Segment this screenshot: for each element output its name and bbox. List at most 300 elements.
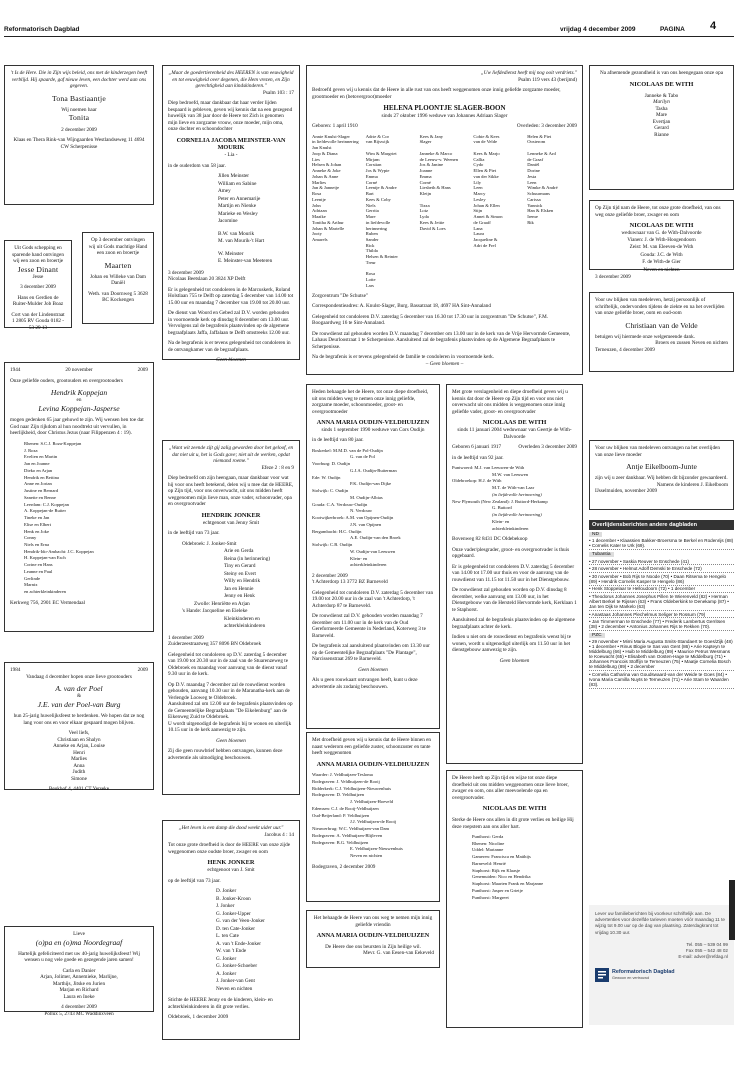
family-line: Kootwijkerbroek: A.M. van Opijnen-Oudijn [312, 515, 394, 521]
family-line: Hendrik-Ido-Ambacht: J.C. Koppejan [24, 548, 94, 554]
family-line: Arie en Gerda [224, 548, 254, 554]
family-line: Oud-Beijerland: P. Veldhuijzen [312, 812, 370, 818]
body-2: Onze vader/plesgrader, groot- en overgrootvader is thuis opgebaard. [452, 546, 570, 560]
anniversary-van-der-poel [4, 662, 154, 793]
year-left: 1984 [10, 667, 21, 673]
text: Uit Gods schepping en sparende hand ontvingen wij een zoon en broertje [12, 245, 64, 264]
family-list [595, 237, 728, 274]
family-line: Marjan en Richard [59, 987, 99, 994]
family-line: Conny [24, 535, 37, 541]
family-line: J. Jonker-van Gent [216, 978, 255, 984]
family-line: Rhenen: S.C.J. Roza-Koppejan [24, 440, 82, 446]
verse: De Heere doe ons beursten in Zijn heilige wil. [325, 943, 421, 950]
age: op de leeftijd van 73 jaar. [168, 877, 221, 884]
family-line: Oldebroek: J. Jonker-Smit [182, 540, 237, 547]
family-line: Simone [71, 775, 87, 782]
signature: Broers en zussen Neven en nichten [655, 340, 728, 347]
family-line: Niels en Erna [24, 541, 50, 547]
family-line: Rhenen: Nicoline [472, 840, 505, 846]
family-line: Anneke en Arjan, Louise [53, 743, 105, 750]
address: Klaas en Thera Rink-van Wijngaarden Westlandseweg 11 4694 CW Scherpenisse [13, 137, 145, 150]
family-line: Kleinkinderen en [224, 615, 260, 622]
overview-item: • Henk Stoppelaar te Helloudoorn (72) • 1 december [589, 586, 734, 594]
family-list [10, 441, 148, 595]
no-flowers: Geen bloemen [499, 657, 530, 664]
body: Met grote verslagenheid en diepe droefheid geven wij u kennis dat door de Heere op Zijn tijd en voor ons niet onverwacht uit ons midden is weggenomen onze innig geliefde vader, groot- en overgrootvader [452, 389, 568, 415]
note: Indien u niet om de rouwdienst en begrafenis wenst bij te wonen, wordt u uitgenodigd uiterlijk om 11.50 uur in het dienstgebouw aanwezig te zijn. [452, 634, 571, 654]
header-rule [4, 36, 734, 37]
no-flowers: Geen bloemen [216, 357, 246, 363]
info-box [589, 905, 734, 1025]
greeting: Veel liefs, [68, 730, 90, 737]
date: 1 december 2009 [168, 634, 204, 641]
family-line: Ede: W. Oudijn [312, 474, 341, 480]
date: 3 december 2009 [168, 269, 204, 276]
amp: & [76, 693, 82, 700]
deceased-name: NICOLAAS DE WITH [629, 222, 694, 229]
overview-title: Overlijdensberichten andere dagbladen [589, 520, 734, 530]
burial: De begrafenis zal aansluitend plaatsvinden om 13.30 uur op de Gemeentelijke Begraafplaats "De Plantage", Narcissenstraat 269 te Barneveld. [312, 643, 430, 663]
sub: sinds 27 oktober 1996 weduwe van Johannes Adriaan Slager [381, 112, 508, 119]
family-line: Bergambacht: H.C. Oudijn [312, 528, 362, 534]
overview-item: • Jan Timmerman te Enschede (77) • Frederik Lambertus Gerritsen (38) • 2 december • Antonius Johannes Rijs te Rekken (70). [589, 618, 734, 631]
age: in de leeftijd van 80 jaar. [312, 437, 364, 444]
other-papers-overview [589, 520, 734, 820]
text: Op 3 december ontvingen wij uit Gods machtige Hand een zoon en broertje [88, 237, 148, 256]
overview-item: • 27 november • Saskia Reuver te Enschede (41) [589, 558, 734, 566]
family-line: Boskerkel: M.M.D. van de Pol-Oudijn [312, 447, 383, 453]
family-line: Stolwijk: C.B. Oudijn [312, 542, 353, 548]
family-line: Gouda: C.A. Verdouw-Oudijn [312, 501, 368, 507]
family-line: Anna [73, 762, 85, 769]
died: Overleden 3 december 2009 [518, 444, 577, 450]
family-line: Barneveld: Henrië [472, 860, 506, 866]
date-mid: 20 november [65, 367, 93, 373]
family-line: D. Jonker [216, 888, 237, 894]
intro: Lieve [73, 931, 85, 937]
family-line: Bodegraven: D. Veldhuijzen [312, 792, 365, 798]
family-list [168, 541, 294, 630]
deceased-name: HELENA PLOONTJE SLAGER-BOON [383, 104, 506, 112]
body: Bedroefd geven wij u kennis dat de Heere in alle rust van ons heeft weggenomen onze innig geliefde zorgzame moeder, grootmoeder en (betovergroot)moeder [312, 87, 561, 100]
sub: echtgenoot van Jenny Smit [202, 519, 260, 526]
family-line: Nieuwerbrug: W.C. Veldhuijzen-van Dam [312, 826, 390, 832]
family-line: Tineke en Jan [24, 515, 50, 521]
body: Het behaagde de Heere van ons weg te nemen mijn innig geliefde vriendin [313, 915, 433, 928]
family-line: Arjan, Jolimer, Annemieke, Marlijne, [40, 974, 118, 981]
body: De Heere heeft op Zijn tijd en wijze tot onze diepe droefheid uit ons midden weggenomen onze lieve broer, zwager en oom, ons aller meevoelende opa en overgrootvader. [452, 775, 569, 801]
family-line: Neven en nichten [216, 985, 253, 992]
family-line: M. van Mourik-'t Hart [218, 238, 265, 244]
name: Christiaan van de Velde [625, 320, 698, 330]
verse-ref: Jacobus 4 : 14 [264, 831, 294, 838]
footer: Als u geen rouwkaart ontvangen heeft, kunt u deze advertentie als zodanig beschouwen. [312, 677, 418, 690]
signature: Mevr. G. van Eesen-van Eekeveld [363, 950, 434, 957]
family-line: Christiaan en Shalyn [57, 736, 101, 743]
family-line: Jacomine [218, 218, 238, 224]
family-line: Marilyn [653, 99, 670, 105]
logo-text: Reformatorisch Dagblad [612, 969, 675, 976]
family-line: A. van 't Ende-Jonker [216, 940, 262, 947]
deceased-name: ANNA MARIA OUDIJN-VELDHUIJZEN [316, 419, 430, 426]
obituary-nicolaas-main [446, 384, 583, 764]
body: Na afnemende gezondheid is van ons heengegaan onze opa [599, 70, 723, 76]
child-name: Jesse Dinant [17, 264, 59, 274]
family-line: Marthijs, Jitske en Jurien [52, 980, 106, 987]
note: Na de begrafenis is er tevens gelegenheid tot condoleren in de ontvangkamer van de begraafplaats. [168, 340, 291, 353]
name-1: Hendrik Koppejan [50, 388, 108, 397]
family-line: Mare [656, 112, 667, 118]
page-number: 4 [710, 20, 717, 32]
family-line: Gerard [654, 125, 669, 131]
family-line: Henri [73, 749, 85, 756]
overview-item: • Cornelia Catharina van Goudswaard-van der Weide te Goes (84) • Ivona Maria Camilla Nuyts te Terneuzen (71) • Arie Stam te Waarden (83). [589, 671, 734, 689]
info-email[interactable]: E-mail: adver@refdag.nl [678, 954, 728, 960]
date: 2 december 2009 [61, 126, 97, 133]
service: Er is gelegenheid tot condoleren D.V. zaterdag 5 december van 14.00 tot 17.00 uur thuis en voor de aanvang van de rouwdienst van 11.15 tot 11.50 uur in het Dienstgebouw. [452, 563, 575, 583]
date: Terneuzen, 4 december 2009 [595, 346, 655, 353]
overview-item: • Theodorus Johannes Josephus Pillen te Wierenveld (82) • Herman Albert Berkel te Rijssen (63) • Frans Oldeberkink te Denekamp (87) • Jan ten Dijk te Markelo (63) [589, 593, 734, 611]
thanks: zijn wij u zeer dankbaar. Wij hebben dit bijzonder gewaardeerd. [595, 475, 728, 482]
body: Voor uw blijken van medeleven, hetzij persoonlijk of schriftelijk, ondervonden tijdens de ziekte en na het overlijden van onze geliefde broer, oom en oud-oom [595, 297, 725, 316]
family-line: Zwolle: Henriëtte en Arjan [194, 600, 250, 607]
family-line: Janneke & Tabo [644, 92, 679, 99]
family-col: Helen & Piet Oosterom Lenneke & Ard de Graaf Daniël Dorine Jesta Leen Wimke & André Schuurmans Carissa Yannick Han & Elsken Ireme Rik [527, 133, 558, 225]
thanks: betuigen wij hiermede onze welgemeende dank. [595, 333, 695, 340]
deceased-name: ANNA MARIA OUDIJN-VELDHUIJZEN [316, 760, 430, 768]
burial: Aansluitend zal de begrafenis plaatsvinden op de algemene begraafplaats achter de kerk. [452, 617, 575, 630]
family-line: W. Meinster [218, 250, 244, 257]
address: 't Achterdorp 13 3772 BZ Barneveld [312, 579, 388, 586]
family-line: Martijn en Nienke [218, 203, 257, 209]
body: hun 25-jarig huwelijksfeest te herdenken. We hopen dat ze nog lang voor ons en voor elkaar gespaard mogen blijven. [13, 713, 145, 726]
family-line: 's Hande: Jacqueline en Eieleke [182, 608, 248, 614]
body: Op Zijn tijd nam de Heere, tot onze grote droefheid, van ons weg onze geliefde broer, zwager en oom [595, 205, 721, 218]
family-line [218, 246, 294, 250]
family-line: Corine en Hans [24, 562, 53, 568]
year-right: 2009 [137, 367, 148, 373]
family-line: A.E. Oudijn-van den Broek [350, 535, 401, 541]
family-line: Edemsen: C.J. de Rooij-Veldhuijzen [312, 805, 379, 811]
family-line: Klein- en [492, 518, 510, 524]
family-line: W. van 't Ende [216, 948, 247, 954]
family-line: G. van der Veen-Jonker [216, 918, 265, 924]
family-line: achterkleinkinderen [492, 525, 529, 531]
body: Voor uw blijken van medeleven ontvangen na het overlijden van onze lieve moeder [595, 445, 720, 458]
date: Bodegraven, 2 december 2009 [312, 863, 376, 870]
info-fax: Fax 055 – 542 48 02 [685, 947, 728, 953]
family-line: achterkleinkinderen [224, 623, 266, 629]
obituary-nicolaas-family [446, 770, 583, 1028]
family-line: G.J.A. Oudijn-Buiterman [350, 467, 397, 473]
verse: „Want wit zeende zijt gij zalig geworden door het geloof, en dat niet uit u, het is Gods gave; niet uit de werken, opdat niemand roeme." [168, 445, 294, 464]
verse: „Het leven is een damp die dood weekt uider uur." [178, 825, 284, 831]
family-line: E. Veldhuijzen-Nieuwenhuis [350, 846, 403, 852]
age: in de leeftijd van 73 jaar. [168, 530, 220, 536]
family-line: Neven en nichten [643, 266, 680, 273]
family-line: Henk en Joke [24, 528, 50, 534]
family-line: B.W. van Mourik [218, 230, 255, 237]
family-line: J.J. Veldhuijzen-de Rooij [350, 819, 397, 825]
family-col: Kees & Jany Slager Janneke & Marco de Leeuw-v. Weenen Jos & Janine Joanne Emma Corné Liesbeth & Hans Kleijn Tizza Lotz Lyda Kees & Jettie David & Loes [419, 133, 458, 231]
funeral: De rouwdienst zal gehouden worden op D.V. dinsdag 8 december, welke aanvang om 13.00 uur, in het Dienstgebouw van de Hersteld Hervormde kerk, Kerklaan 1 te Staphorst. [452, 587, 577, 613]
family-line: Stolwijk: C. Oudijn [312, 488, 349, 494]
family-line: Jillen Meinster [218, 173, 249, 179]
family-line: Gouda: J.C. de With [640, 251, 683, 258]
obituary-anna-family [306, 732, 440, 902]
deceased-name: HENK JONKER [207, 859, 255, 866]
birth-notice-tonita [4, 65, 154, 205]
child-name: Tonita [68, 113, 90, 123]
notice-nicolaas-grandchildren [589, 65, 734, 190]
name-2: J.E. van der Poel-van Burg [37, 699, 121, 709]
source-tag: ND [589, 532, 602, 537]
family-line: (in liefdevolle herinnering) [492, 491, 542, 497]
name-1: A. van der Poel [55, 684, 103, 693]
family-line: M.W. van Leeuwen [492, 471, 529, 477]
funeral: De dienst van Woord en Gebed zal D.V. worden gehouden in voornoemde kerk op dinsdag 8 december om 13.00 uur. Vervolgens zal de begrafenis plaatsvinden op de algemene begraafplaats Jaffa, Jaffalaan te Delft omstreeks 12.00 uur. [168, 310, 290, 336]
family-line: Punthorst: Jasper en Grietje [472, 887, 523, 893]
thanks-antje [589, 440, 734, 510]
sub: sinds 11 januari 2004 weduwnaar van Geertje de With-Dalvoorde [457, 427, 572, 440]
parents: Hans en Gerdien de Ruiter-Mulder Job Boaz [12, 294, 64, 308]
family-line: Puntwoerd: M.J. van Leeuwen-de With [452, 465, 525, 470]
overview-section [589, 530, 734, 689]
service: Er is gelegenheid tot condoleren in de Marcuskerk, Roland Holstlaan 755 te Delft op zaterdag 5 december van 14.00 tot 15.00 uur en maandag 7 december van 19.00 tot 20.00 uur. [168, 286, 294, 306]
no-flowers: Geen bloemen [216, 737, 246, 744]
family-line: Vianen: J. de With-Hoogendoorn [627, 236, 696, 243]
family-line: Carla en Danier [62, 967, 96, 974]
body: Diep bedroefd om zijn heengaan, maar dankbaar voor wat hij voor ons heeft betekend, delen wij u mee dat de HEERE, op Zijn tijd, voor ons onverwacht, uit ons midden heeft weggenomen mijn lieve man, onze vader, schoonvader, opa en overgrootvader [168, 475, 294, 507]
deceased-name: NICOLAAS DE WITH [482, 419, 547, 426]
family-line: M.T. de With-van Laar [492, 485, 535, 491]
thanks-christiaan [589, 292, 734, 372]
verse: „Uw liefdedienst heeft mij nog ooit verdriets." [480, 70, 577, 76]
family-line: G. van de Pol [350, 454, 376, 460]
verse-ref: Psalm 103 : 17 [263, 89, 294, 96]
page-label: PAGINA [660, 26, 685, 33]
obituary-helena [306, 65, 583, 375]
date: 3 december 2009 [20, 284, 56, 291]
body-2: Gelegenheid tot condoleren op D.V. zaterdag 5 december van 19.00 tot 20.30 uur in de zaal van de Stuarenzeweg te Oldebroek en maandag voor aanvang van de dienst vanaf 9.30 uur in de kerk. [168, 651, 288, 677]
child-name: Maarten [104, 260, 132, 270]
note: Na de begrafenis is er tevens gelegenheid de familie te condoleren in voornoemde kerk. [312, 354, 495, 361]
source-tag: PZC [589, 633, 605, 638]
date: IJsselmuiden, november 2009 [595, 488, 658, 495]
info-text: Lever uw familieberichten bij voorkeur schriftelijk aan. De advertenties voor dezelfde tarieven moeten vóór maandag 11 te wijzig tot 9.00 uur op de dag van plaatsing. Zaterdagkrant tot vrijdag 10.30 uur. [595, 911, 725, 935]
obituary-cornelia [162, 65, 300, 363]
family-line: Willy en Hendrik [224, 578, 261, 584]
family-line: G. Jonker [216, 955, 237, 962]
family-line: Jan en Joanne [24, 461, 50, 467]
family-line: en achterkleinkinderen [24, 589, 66, 595]
family-line: Marieke en Wesley [218, 210, 258, 217]
address: Nicolaas Beetslaan 20 3824 XP Delft [168, 276, 246, 282]
date: 2 december 2009 [312, 572, 348, 579]
family-line: Leerdam: C.J. Koppejan [24, 501, 69, 507]
jubilee-koppejan [4, 362, 154, 632]
body: Tot onze grote droefheid is door de HEERE van onze zijde weggenomen onze oudste broer, zwager en oom [168, 842, 291, 855]
family-line: F. de With-de Gier [642, 259, 681, 265]
family-line: Bodegraven: A. Veldhuijzen-Blijleven [312, 832, 383, 838]
child-name2: Jesse [32, 273, 44, 280]
family-list [452, 834, 577, 900]
sub: weduwnaar van G. de With-Dalvoorde [621, 230, 702, 236]
family-line: Elise en Elbert [24, 521, 52, 527]
family-line: William en Sabine [218, 180, 257, 187]
family-line: Reina (in herinnering) [224, 555, 271, 562]
obituary-hendrik-jonker [162, 440, 300, 795]
family-line: Jenny en Henk [224, 593, 255, 599]
family-line: Anne en Jorian [24, 481, 52, 487]
family-line: Hendrik en Bettina [24, 474, 59, 480]
family-line: Marlies [71, 756, 87, 763]
address: Beukhof 4, 4401 CT Yerseke [48, 786, 110, 793]
family-line: Judith [72, 769, 86, 776]
newspaper-logo-icon [595, 968, 609, 982]
birth-notice-jesse [4, 240, 72, 331]
family-line: achterkleinkinderen [350, 562, 387, 568]
family-line: G. Jonker-Schoeber [216, 963, 258, 969]
family-line: G. Jonker-Upper [216, 910, 251, 917]
sub: sinds 1 september 1990 weduwe van Cors Oudijn [321, 426, 425, 433]
family-line: Genemuiden: Nico en Hendrika [472, 874, 531, 880]
parents: Johan en Willeke van Dam Daniël [90, 273, 146, 287]
address: Cort van der Lindenstraat 1 2805 RV Gouda 0182 - 53 29 13 [11, 311, 65, 331]
nickname: - Lia - [224, 152, 238, 158]
body: Heden behaagde het de Heere, tot onze diepe droefheid, uit ons midden weg te nemen onze innig geliefde, zorgzame moeder, schoonmoeder, groot- en overgrootmoeder [312, 389, 429, 415]
family-line: Staphorst: Maarten Frank en Marjanne [472, 881, 544, 887]
family-line: J. Roza [24, 447, 38, 453]
family-list [312, 448, 434, 568]
family-line: Peter en Annemarije [218, 195, 261, 202]
en: en [76, 397, 82, 404]
address: Zuiderzeestraatweg 357 8096 BN Oldebroek [168, 641, 262, 647]
family-line: M. Oudijn-Albias [350, 494, 383, 500]
funeral: Op D.V. maandag 7 december zal de rouwdienst worden gehouden, aanvang 10.30 uur in de Maranatha-kerk aan de Verlengde Looweg te Oldebroek. [168, 681, 290, 701]
overview-item: • Anastaas Johannes Plechelmus Seliger te Rossum (79) [589, 611, 734, 619]
family-line: Steiny en Evert [224, 570, 256, 577]
deceased-name: NICOLAAS DE WITH [482, 805, 547, 812]
deceased-name: ANNA MARIA OUDIJN-VELDHUIJZEN [316, 932, 430, 939]
address: Pollux 5, 2743 MC Waddinxveen [44, 1010, 114, 1017]
family-line: Voorburg: D. Oudijn [312, 461, 350, 467]
age: in de ouderdom van 58 jaar. [168, 162, 226, 169]
body: Met droefheid geven wij u kennis dat de Heere binnen en naast wederom een geliefde zuster, schoonzuster en tante heeft weggenomen [312, 737, 431, 756]
verse: „Maar de goedertierenheid des HEEREN is van eeuwigheid en tot eeuwigheid over degenen, die Hem vrezen, en Zijn gerechtigheid aan kindskinderen." [168, 70, 294, 89]
note: U wordt uitgenodigd de begrafenis bij te wonen en uiterlijk 10.15 uur in de kerk aanwezig te zijn. [168, 720, 292, 733]
family-line: Zeist: M. van Eleeven-de With [629, 244, 694, 250]
birth-notice-maarten [82, 232, 154, 324]
deceased-name: HENDRIK JONKER [201, 511, 261, 519]
name: Antje Eikelboom-Junte [626, 462, 697, 471]
date: Oldebroek, 1 december 2009 [168, 1014, 229, 1020]
family-line: Marnix [24, 582, 38, 588]
family-line: A. Jonker [216, 970, 237, 977]
family-line: (in liefdevolle herinnering) [492, 512, 542, 518]
family-list [168, 888, 294, 992]
family-line: D. ten Cate-Jonker [216, 925, 256, 932]
family-line: Gameren: Francisca en Matthijs [472, 854, 531, 860]
text: Vandaag 4 december hopen onze lieve grootouders [26, 673, 132, 680]
family-line: Tiny en Gerard [224, 563, 256, 569]
issue-date: vrijdag 4 december 2009 [560, 26, 636, 33]
family-line: N. Verdouw [350, 508, 373, 514]
family-line: Uddel: Marianne [472, 847, 504, 853]
deceased-name: NICOLAAS DE WITH [629, 80, 694, 88]
correspondence: Correspondentieadres: A. Knulst-Slager, Burg. Bassatraat 18, 4697 HA Sint-Annaland [312, 303, 491, 310]
overview-item: • 1 december • Klaassien Bakker-Broersma te Berkel en Rodenrijs (88) • Cornelis Kater te Urk (69). [589, 538, 734, 549]
text: Onze geliefde ouders, grootouders en overgrootouders [10, 377, 123, 384]
family-line: Sanette en Benne [24, 494, 56, 500]
born: Geboren 6 januari 1917 [452, 444, 502, 450]
family-line: J.N. van Opijnen [350, 521, 382, 527]
address: Zorgcentrum "De Schutse" [312, 292, 369, 299]
parent-name: Tona Bastiaantje [52, 93, 106, 103]
family-line: Bodegraven: B.G. Veldhuijzen [312, 839, 369, 845]
year-right: 2009 [137, 667, 148, 673]
verse-ref: Psalm 119 vers 43 (berijmd) [518, 76, 577, 83]
congratulations-noordegraaf [4, 926, 154, 1017]
family-line: W. Oudijn-van Leeuwen [350, 548, 396, 554]
family-line: H. Koppejan-van Esch [24, 555, 66, 561]
publication-name: Reformatorisch Dagblad [4, 26, 80, 33]
family-line: Oldebroekop: H.J. de With [452, 478, 502, 484]
no-flowers: – Geen bloemen – [425, 360, 464, 367]
family-line: L. ten Cate [216, 933, 239, 939]
family-col: Adrie & Cor van Rijswijk Wim & Margriet Mirjam Corstian Jos & Wypie Emma Corné Leentje & Andre Bart Kees & Coby Niels Gerrita Mare in liefdevolle herinnering Ruben Sander Rick Thilda Helsen & Reinier Treur Rosa Lotte Lars [365, 133, 398, 288]
overview-item: • 28 november • Helmut Adolf Demski te Enschede (72) [589, 565, 734, 573]
family-line: J. Jonker [216, 903, 235, 909]
family-line: Ridderkerk: C.J. Veldhuijzen-Nieuwenhuis [312, 785, 392, 791]
family-columns [312, 134, 577, 289]
date: 3 december 2009 [595, 274, 631, 280]
signature: Namens de kinderen J. Eikelboom [656, 481, 728, 488]
family-line: Rianne [654, 131, 669, 138]
family-line: Klein- en [350, 555, 368, 561]
obituary-anna-friend [306, 910, 440, 968]
name: (o)pa en (o)ma Noordegraaf [35, 937, 123, 947]
family-line: Punthorst: Gerda [472, 834, 504, 839]
notice-nicolaas-siblings [589, 200, 734, 280]
family-line: Waarder: J. Veldhuijzen-Tesloma [312, 772, 373, 778]
logo-sub: Gewoon en vertrouwd [612, 976, 650, 981]
deceased-name: CORNELIA JACOBA MEINSTER-VAN MOURIK [176, 136, 286, 152]
family-line: New Plymouth (New Zealand): J. Buttord-Herkamp [452, 498, 548, 504]
date: 4 december 2009 [61, 1004, 97, 1011]
family-line: Punthorst: Margreet [472, 894, 509, 900]
family-line [218, 226, 294, 230]
body: mogen gedenken 65 jaar gehuwd te zijn. Wij wensen hen toe dat God naar Zijn rijkdom al hun noodtrekt uit vervullen, in heerlijkheid, door Christus Jezus (naar Filippenzen 4 : 19). [10, 417, 144, 437]
no-flowers: Geen bloemen [358, 666, 388, 673]
family-line: Dieko en Arjan [24, 467, 53, 473]
family-line: E. Meinster-van Meeteren [218, 258, 273, 264]
funeral: De rouwdienst zal D.V. gehouden worden maandag 7 december om 11.00 uur in de kerk van de Oud Gereformeerde Gemeente in Nederland, Koterweg 3 te Barneveld. [312, 613, 426, 639]
family-line: Gerlinde [24, 575, 41, 581]
body-2: Sterke de Heere ons allen in dit grote verlies en heilige Hij deze roepstem aan ons aller hart. [452, 817, 574, 830]
family-line: Staphorst: Rijk en Klaasje [472, 867, 521, 873]
family-line: B. Jonker-Kroon [216, 895, 251, 902]
funeral: De rouwdienst zal gehouden worden D.V. maandag 7 december om 13.00 uur in de kerk van de Vrije Hervormde Gemeente, Lahaus Deurloostraat 1 te Scherpenisse. Aansluitend zal de begrafenis plaatsvinden op de Algemene Begraafplaats te Scherpenisse. [312, 330, 571, 350]
right-edge-bar [729, 880, 735, 940]
intro: Wij noemen haar [61, 106, 97, 113]
born: Geboren: 1 april 1910 [312, 123, 358, 130]
family-line: Leanne en Paul [24, 568, 53, 574]
funeral-2: Aansluitend zal om 12.00 uur de begrafenis plaatsvinden op de Gemeentelijke Begraafplaats "De Eikelenburg" aan de Eikenweg Zuid te Oldebroek. [168, 701, 293, 720]
year-left: 1944 [10, 367, 21, 373]
family-col: Cobie & Kees van de Velde Kees & Marjo Callia Cydo Ellen & Piet van der Sikke Lily Leen Marcy Lesley Johan & Ellen Stijn Annet & Simon de Graaff Lana Laura Jacqueline & Adri de Frel [473, 133, 503, 248]
source-tag: Tubantia [589, 552, 614, 557]
